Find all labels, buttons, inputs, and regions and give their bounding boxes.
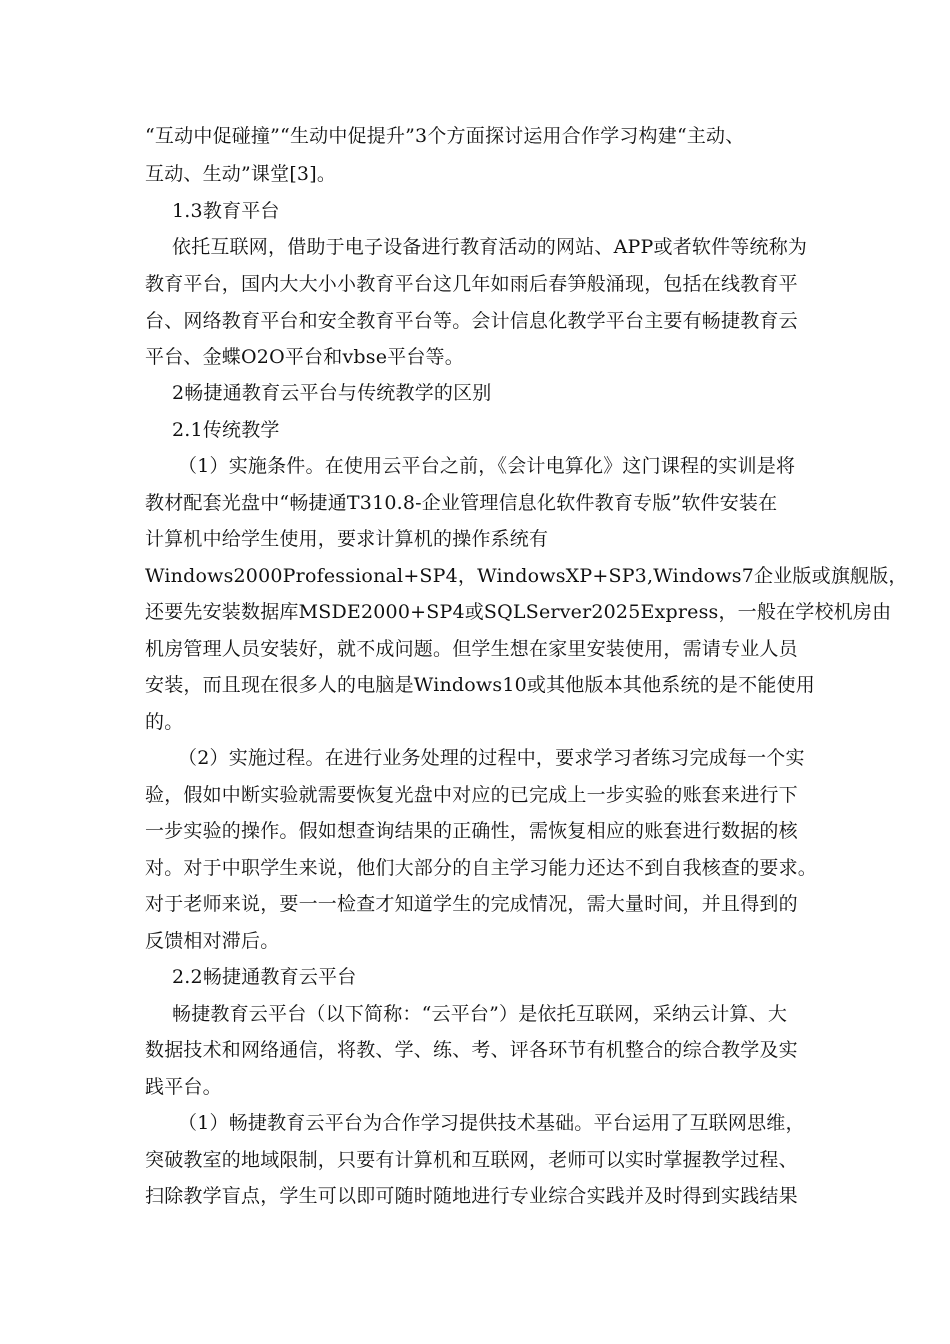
text-line: （1）实施条件。在使用云平台之前，《会计电算化》这门课程的实训是将	[178, 455, 796, 477]
section-heading: 2畅捷通教育云平台与传统教学的区别	[172, 382, 492, 404]
section-heading: 2.1传统教学	[172, 419, 280, 441]
text-line: （2）实施过程。在进行业务处理的过程中，要求学习者练习完成每一个实	[178, 747, 805, 769]
text-line: Windows2000Professional+SP4，WindowsXP+SP3,Windows7企业版或旗舰版，	[145, 565, 908, 587]
text-line: 依托互联网，借助于电子设备进行教育活动的网站、APP或者软件等统称为	[172, 236, 808, 258]
text-line: 数据技术和网络通信，将教、学、练、考、评各环节有机整合的综合教学及实	[145, 1039, 798, 1061]
text-line: 计算机中给学生使用，要求计算机的操作系统有	[145, 528, 549, 550]
text-line: 一步实验的操作。假如想查询结果的正确性，需恢复相应的账套进行数据的核	[145, 820, 798, 842]
text-line: 扫除教学盲点，学生可以即可随时随地进行专业综合实践并及时得到实践结果	[145, 1185, 798, 1207]
text-line: （1）畅捷教育云平台为合作学习提供技术基础。平台运用了互联网思维，	[178, 1112, 805, 1134]
text-line: 的。	[145, 711, 184, 733]
text-line: 教育平台，国内大大小小教育平台这几年如雨后春笋般涌现，包括在线教育平	[145, 273, 798, 295]
text-line: 互动、生动”课堂[3]。	[145, 163, 337, 185]
text-line: 平台、金蝶O2O平台和vbse平台等。	[145, 346, 464, 368]
section-heading: 1.3教育平台	[172, 200, 280, 222]
text-line: 对。对于中职学生来说，他们大部分的自主学习能力还达不到自我核查的要求。	[145, 857, 818, 879]
text-line: 对于老师来说，要一一检查才知道学生的完成情况，需大量时间，并且得到的	[145, 893, 798, 915]
text-line: 反馈相对滞后。	[145, 930, 280, 952]
section-heading: 2.2畅捷通教育云平台	[172, 966, 357, 988]
text-line: 还要先安装数据库MSDE2000+SP4或SQLServer2025Express，一般在学校机房由	[145, 601, 892, 623]
text-line: 突破教室的地域限制，只要有计算机和互联网，老师可以实时掌握教学过程、	[145, 1149, 798, 1171]
text-line: 机房管理人员安装好，就不成问题。但学生想在家里安装使用，需请专业人员	[145, 638, 798, 660]
text-line: 践平台。	[145, 1076, 222, 1098]
text-line: 安装，而且现在很多人的电脑是Windows10或其他版本其他系统的是不能使用	[145, 674, 815, 696]
text-line: 教材配套光盘中“畅捷通T310.8-企业管理信息化软件教育专版”软件安装在	[145, 492, 778, 514]
text-line: 台、网络教育平台和安全教育平台等。会计信息化教学平台主要有畅捷教育云	[145, 310, 798, 332]
text-line: 畅捷教育云平台（以下简称：“云平台”）是依托互联网，采纳云计算、大	[172, 1003, 788, 1025]
text-line: 验，假如中断实验就需要恢复光盘中对应的已完成上一步实验的账套来进行下	[145, 784, 798, 806]
text-line: “互动中促碰撞”“生动中促提升”3个方面探讨运用合作学习构建“主动、	[145, 125, 745, 147]
